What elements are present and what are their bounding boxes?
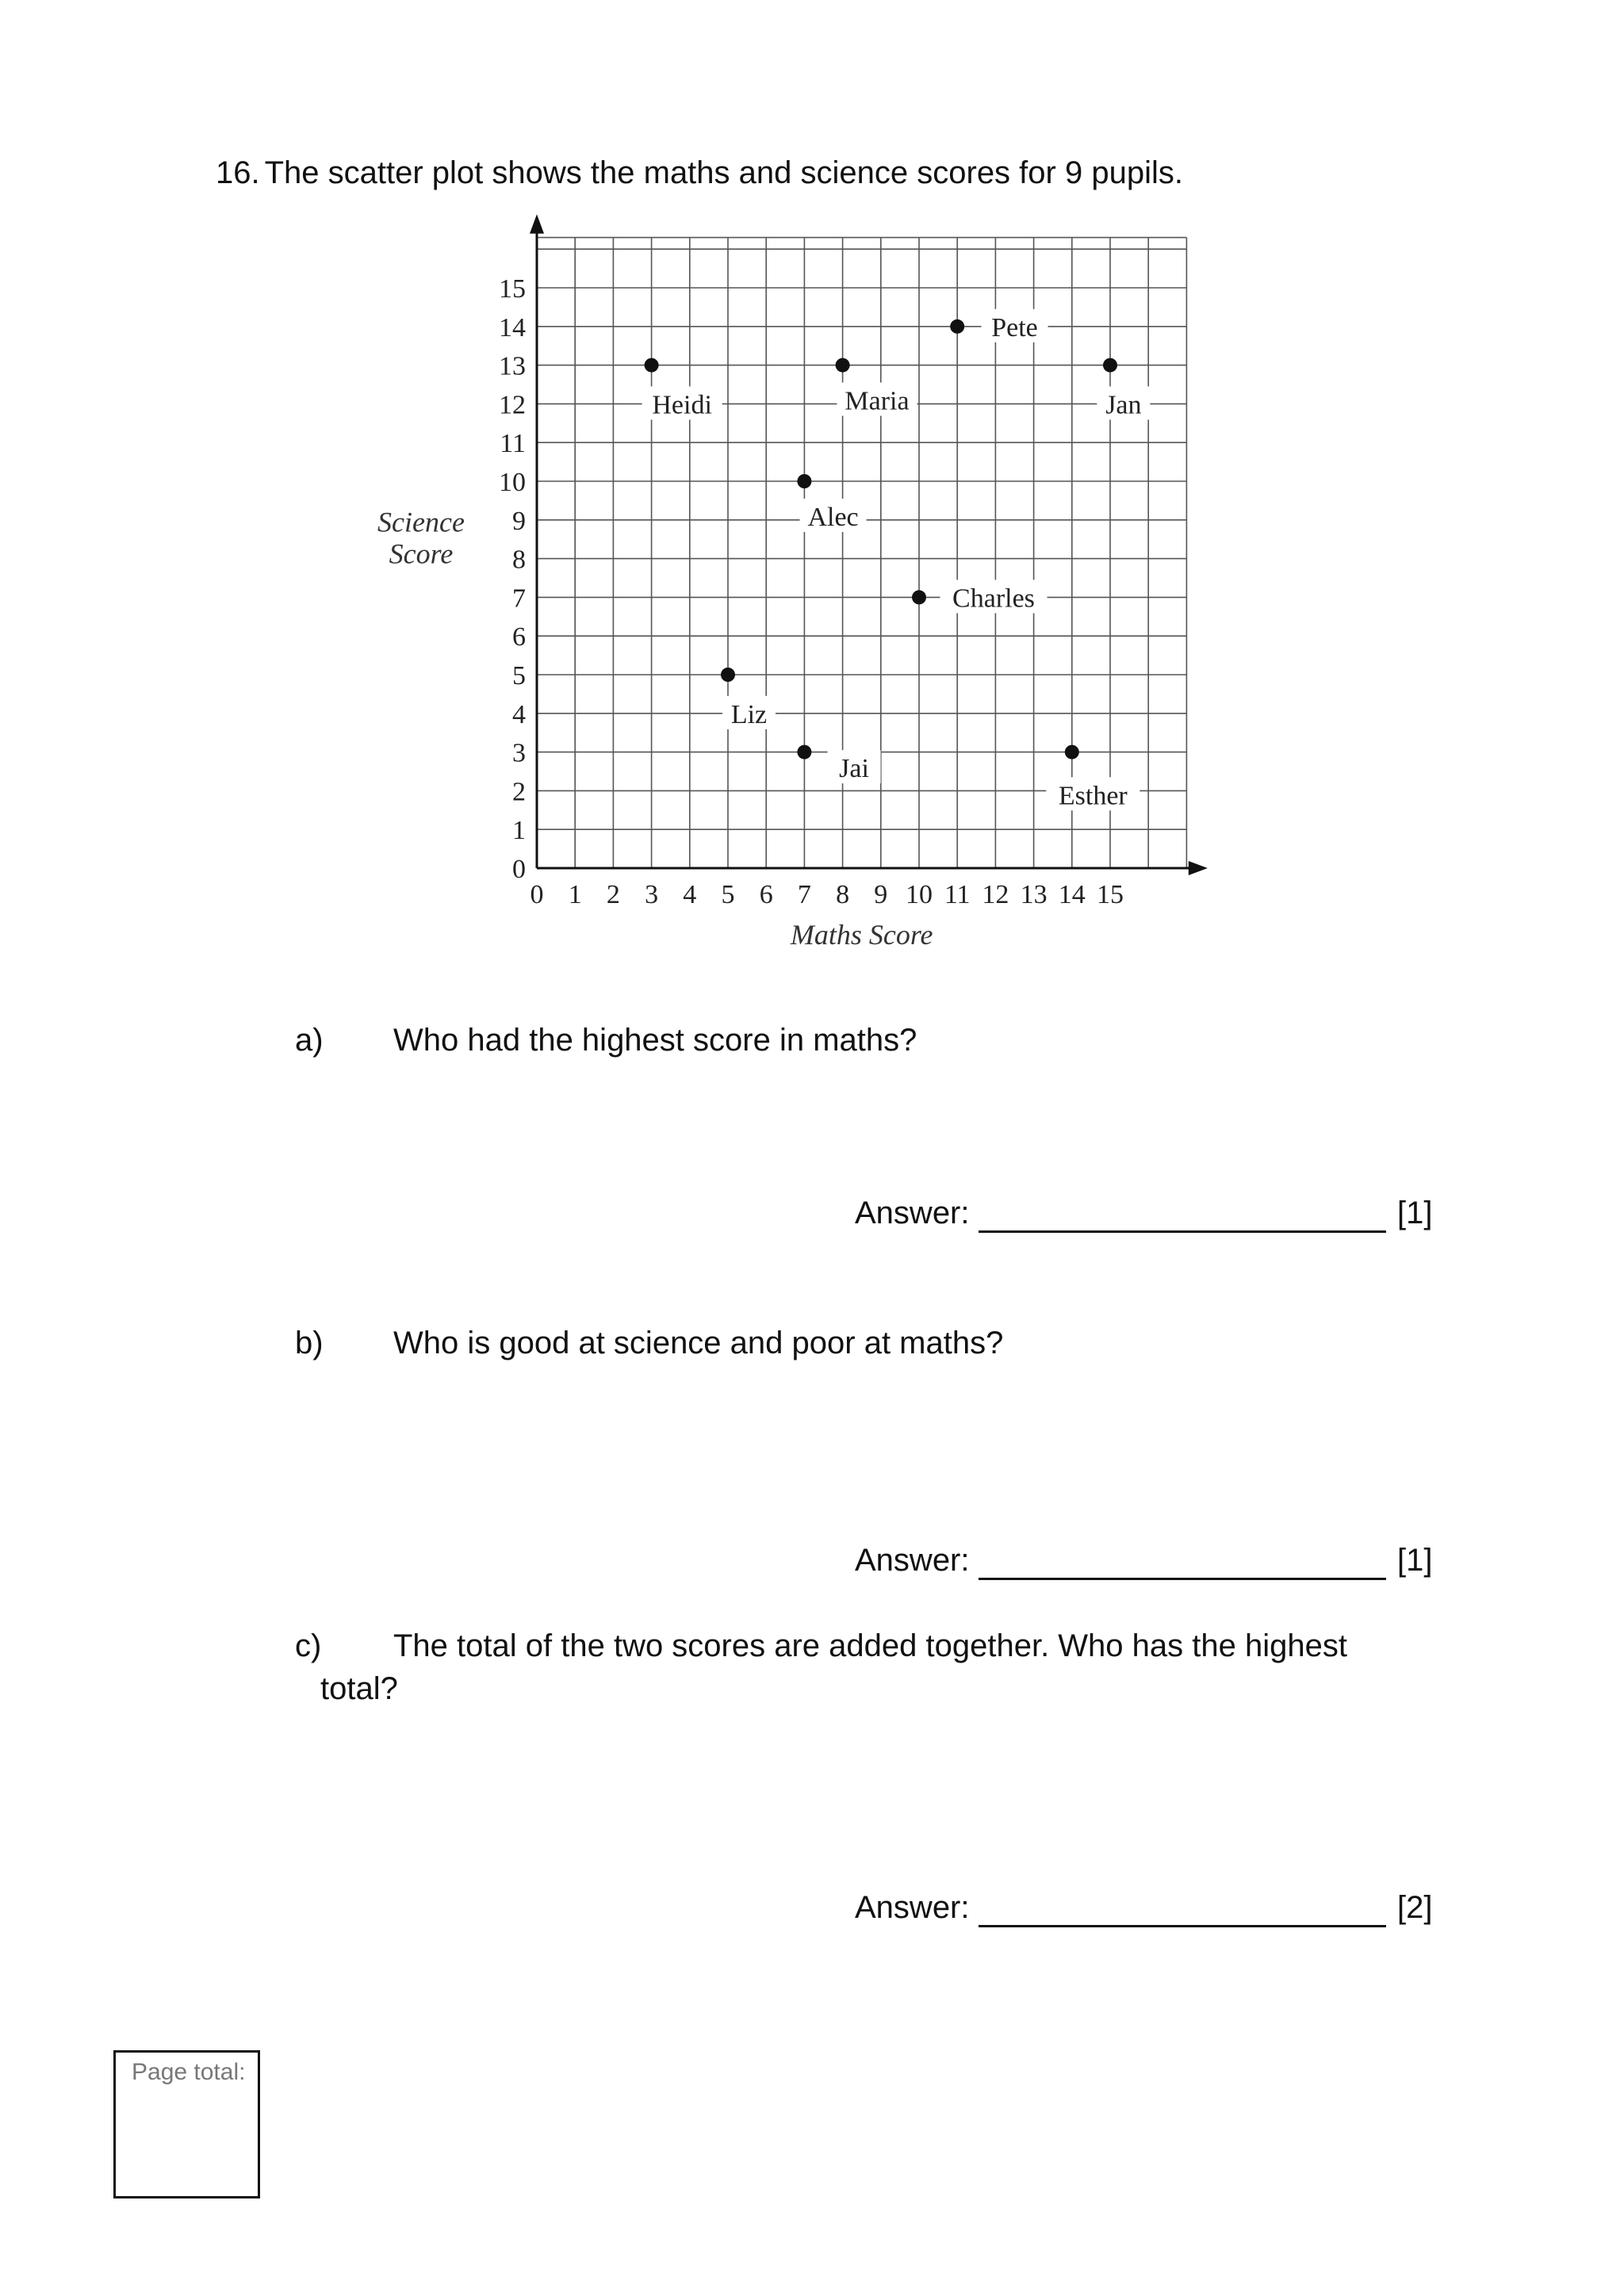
x-tick-label: 5 <box>721 880 735 909</box>
x-tick-label: 14 <box>1058 880 1086 909</box>
x-tick-label: 2 <box>606 880 620 909</box>
answer-a-line[interactable] <box>979 1230 1386 1233</box>
answer-b <box>855 1543 1433 1578</box>
part-c-question: The total of the two scores are added together. Who has the highest <box>393 1628 1347 1663</box>
y-axis-label: Science <box>377 506 465 538</box>
answer-b-line[interactable] <box>979 1578 1386 1580</box>
point-alec <box>797 474 811 488</box>
y-tick-label: 14 <box>499 312 526 342</box>
x-tick-label: 0 <box>530 880 544 909</box>
point-label-pete: Pete <box>991 312 1038 342</box>
y-tick-label: 11 <box>500 429 526 459</box>
y-tick-label: 1 <box>512 816 526 846</box>
answer-a-label: Answer: <box>855 1196 970 1230</box>
answer-c-label: Answer: <box>855 1890 970 1925</box>
x-tick-label: 1 <box>568 880 582 909</box>
y-tick-label: 6 <box>512 622 526 652</box>
point-heidi <box>645 358 659 373</box>
part-b-question: Who is good at science and poor at maths? <box>393 1326 1004 1360</box>
y-tick-label: 8 <box>512 545 526 575</box>
part-a-letter: a) <box>295 1023 324 1058</box>
y-tick-label: 13 <box>499 351 526 381</box>
point-label-esther: Esther <box>1058 781 1128 811</box>
x-axis-label: Maths Score <box>790 919 933 951</box>
x-tick-label: 15 <box>1097 880 1124 909</box>
answer-a <box>855 1196 1433 1231</box>
question-text: The scatter plot shows the maths and science scores for 9 pupils. <box>264 155 1183 190</box>
part-c-letter: c) <box>295 1628 322 1663</box>
page-total-label: Page total: <box>132 2059 246 2085</box>
point-label-jai: Jai <box>839 754 869 784</box>
y-tick-label: 12 <box>499 390 526 420</box>
x-tick-label: 10 <box>906 880 933 909</box>
y-tick-label: 4 <box>512 699 526 729</box>
answer-c-line[interactable] <box>979 1925 1386 1927</box>
x-tick-label: 9 <box>874 880 888 909</box>
x-tick-label: 12 <box>982 880 1009 909</box>
answer-c <box>855 1890 1433 1926</box>
y-tick-label: 10 <box>499 468 526 497</box>
y-tick-label: 15 <box>499 274 526 304</box>
y-tick-label: 9 <box>512 506 526 536</box>
y-tick-label: 2 <box>512 777 526 807</box>
part-b-letter: b) <box>295 1326 324 1360</box>
y-tick-label: 3 <box>512 738 526 768</box>
x-tick-label: 3 <box>645 880 659 909</box>
point-label-maria: Maria <box>845 386 910 416</box>
point-esther <box>1065 745 1079 760</box>
point-liz <box>721 668 735 682</box>
page-total-box[interactable] <box>113 2050 260 2198</box>
point-charles <box>912 590 926 604</box>
point-jan <box>1103 358 1117 373</box>
question-number: 16. <box>216 155 260 190</box>
y-tick-label: 7 <box>512 584 526 614</box>
point-label-alec: Alec <box>807 502 859 532</box>
point-label-charles: Charles <box>952 584 1035 614</box>
answer-b-marks: [1] <box>1397 1543 1433 1578</box>
y-tick-label: 5 <box>512 661 526 691</box>
x-tick-label: 11 <box>944 880 971 909</box>
answer-c-marks: [2] <box>1397 1890 1433 1925</box>
x-tick-label: 8 <box>836 880 850 909</box>
point-label-heidi: Heidi <box>652 390 712 420</box>
y-tick-label: 0 <box>512 855 526 884</box>
x-axis-arrow <box>1189 861 1208 875</box>
point-label-jan: Jan <box>1105 390 1142 420</box>
point-label-liz: Liz <box>730 699 768 729</box>
point-jai <box>797 745 811 760</box>
scatter-plot <box>0 0 1624 983</box>
x-tick-label: 4 <box>683 880 697 909</box>
y-axis-label: Score <box>389 538 454 570</box>
part-a-question: Who had the highest score in maths? <box>393 1023 917 1058</box>
point-pete <box>950 320 964 334</box>
answer-a-marks: [1] <box>1397 1196 1433 1230</box>
x-tick-label: 13 <box>1020 880 1048 909</box>
x-tick-label: 6 <box>759 880 773 909</box>
answer-b-label: Answer: <box>855 1543 970 1578</box>
y-axis-arrow <box>530 214 544 233</box>
part-c-question-continued: total? <box>320 1671 398 1706</box>
x-tick-label: 7 <box>797 880 811 909</box>
point-maria <box>836 358 850 373</box>
